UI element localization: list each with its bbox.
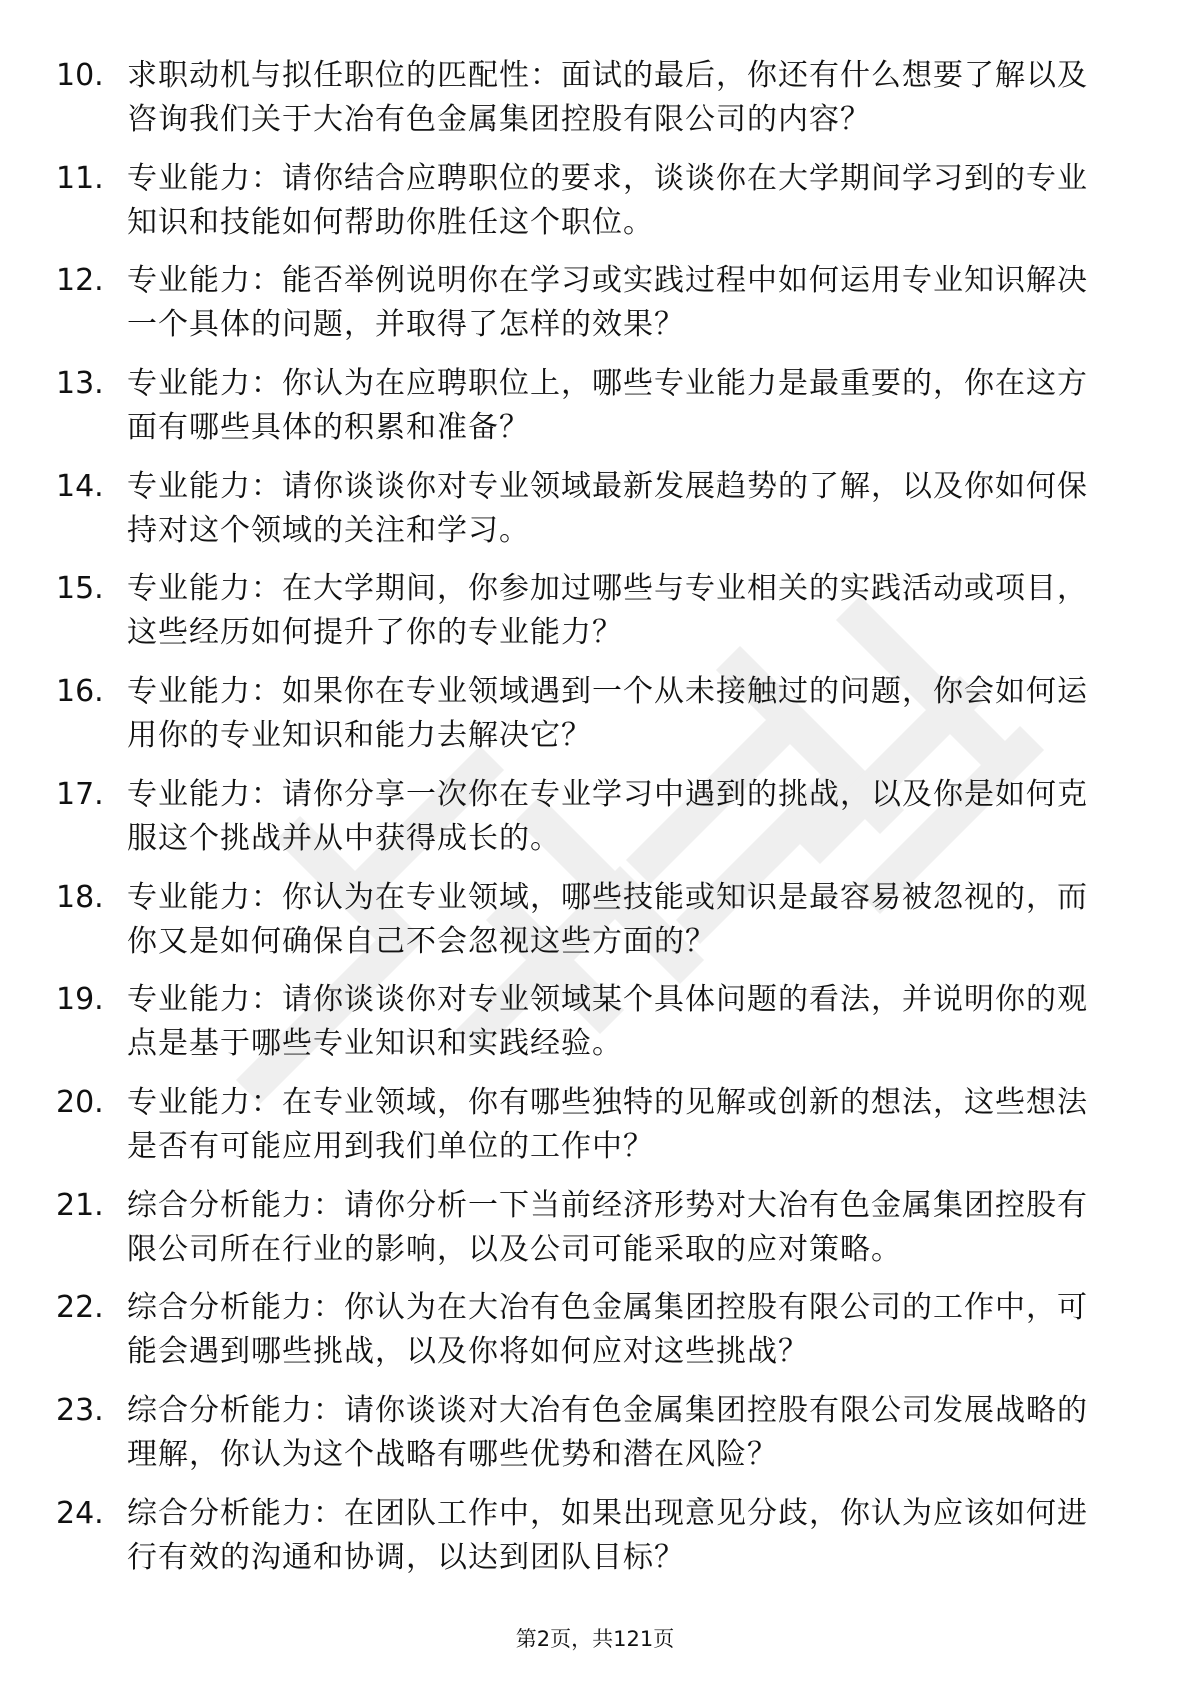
question-number: 19. (56, 982, 104, 1018)
question-number: 21. (56, 1187, 104, 1223)
question-text: 专业能力：请你结合应聘职位的要求，谈谈你在大学期间学习到的专业知识和技能如何帮助你胜任这个职位。 (127, 160, 1088, 240)
question-item (0, 972, 1190, 1075)
question-item (0, 767, 1190, 870)
question-number: 23. (56, 1392, 104, 1428)
question-number: 15. (56, 571, 104, 607)
question-text: 综合分析能力：请你谈谈对大冶有色金属集团控股有限公司发展战略的理解，你认为这个战略有哪些优势和潜在风险？ (127, 1392, 1088, 1472)
question-text: 综合分析能力：在团队工作中，如果出现意见分歧，你认为应该如何进行有效的沟通和协调，以达到团队目标？ (127, 1495, 1088, 1575)
question-number: 11. (56, 160, 104, 196)
question-number: 16. (56, 674, 104, 710)
question-item (0, 1486, 1190, 1589)
question-item (0, 664, 1190, 767)
question-item (0, 356, 1190, 459)
question-item (0, 870, 1190, 973)
question-item (0, 1075, 1190, 1178)
question-number: 14. (56, 468, 104, 504)
question-text: 专业能力：如果你在专业领域遇到一个从未接触过的问题，你会如何运用你的专业知识和能力去解决它？ (127, 674, 1088, 754)
question-item (0, 48, 1190, 151)
question-item (0, 561, 1190, 664)
question-item (0, 1383, 1190, 1486)
question-text: 专业能力：请你谈谈你对专业领域某个具体问题的看法，并说明你的观点是基于哪些专业知识和实践经验。 (127, 982, 1088, 1062)
question-number: 20. (56, 1084, 104, 1120)
question-text: 综合分析能力：请你分析一下当前经济形势对大冶有色金属集团控股有限公司所在行业的影响，以及公司可能采取的应对策略。 (127, 1187, 1088, 1267)
question-text: 专业能力：你认为在应聘职位上，哪些专业能力是最重要的，你在这方面有哪些具体的积累和准备？ (127, 366, 1088, 446)
question-item (0, 1178, 1190, 1281)
question-item (0, 151, 1190, 254)
question-text: 专业能力：请你分享一次你在专业学习中遇到的挑战，以及你是如何克服这个挑战并从中获得成长的。 (127, 776, 1088, 856)
question-number: 24. (56, 1495, 104, 1531)
question-item (0, 253, 1190, 356)
question-number: 17. (56, 776, 104, 812)
question-text: 专业能力：请你谈谈你对专业领域最新发展趋势的了解，以及你如何保持对这个领域的关注和学习。 (127, 468, 1088, 548)
question-text: 求职动机与拟任职位的匹配性：面试的最后，你还有什么想要了解以及咨询我们关于大冶有色金属集团控股有限公司的内容？ (127, 58, 1088, 137)
page-footer: 第2页，共121页 (515, 1627, 675, 1651)
question-item (0, 1280, 1190, 1383)
question-number: 13. (56, 366, 104, 402)
question-list (0, 48, 1190, 1588)
question-number: 10. (56, 58, 104, 93)
question-item (0, 459, 1190, 562)
question-text: 专业能力：你认为在专业领域，哪些技能或知识是最容易被忽视的，而你又是如何确保自己不会忽视这些方面的？ (127, 879, 1088, 959)
question-text: 综合分析能力：你认为在大冶有色金属集团控股有限公司的工作中，可能会遇到哪些挑战，以及你将如何应对这些挑战？ (127, 1290, 1088, 1370)
question-number: 12. (56, 263, 104, 299)
question-number: 18. (56, 879, 104, 915)
question-text: 专业能力：能否举例说明你在学习或实践过程中如何运用专业知识解决一个具体的问题，并取得了怎样的效果？ (127, 263, 1088, 343)
question-text: 专业能力：在专业领域，你有哪些独特的见解或创新的想法，这些想法是否有可能应用到我们单位的工作中？ (127, 1084, 1088, 1164)
question-text: 专业能力：在大学期间，你参加过哪些与专业相关的实践活动或项目，这些经历如何提升了你的专业能力？ (127, 571, 1088, 651)
question-number: 22. (56, 1290, 104, 1326)
